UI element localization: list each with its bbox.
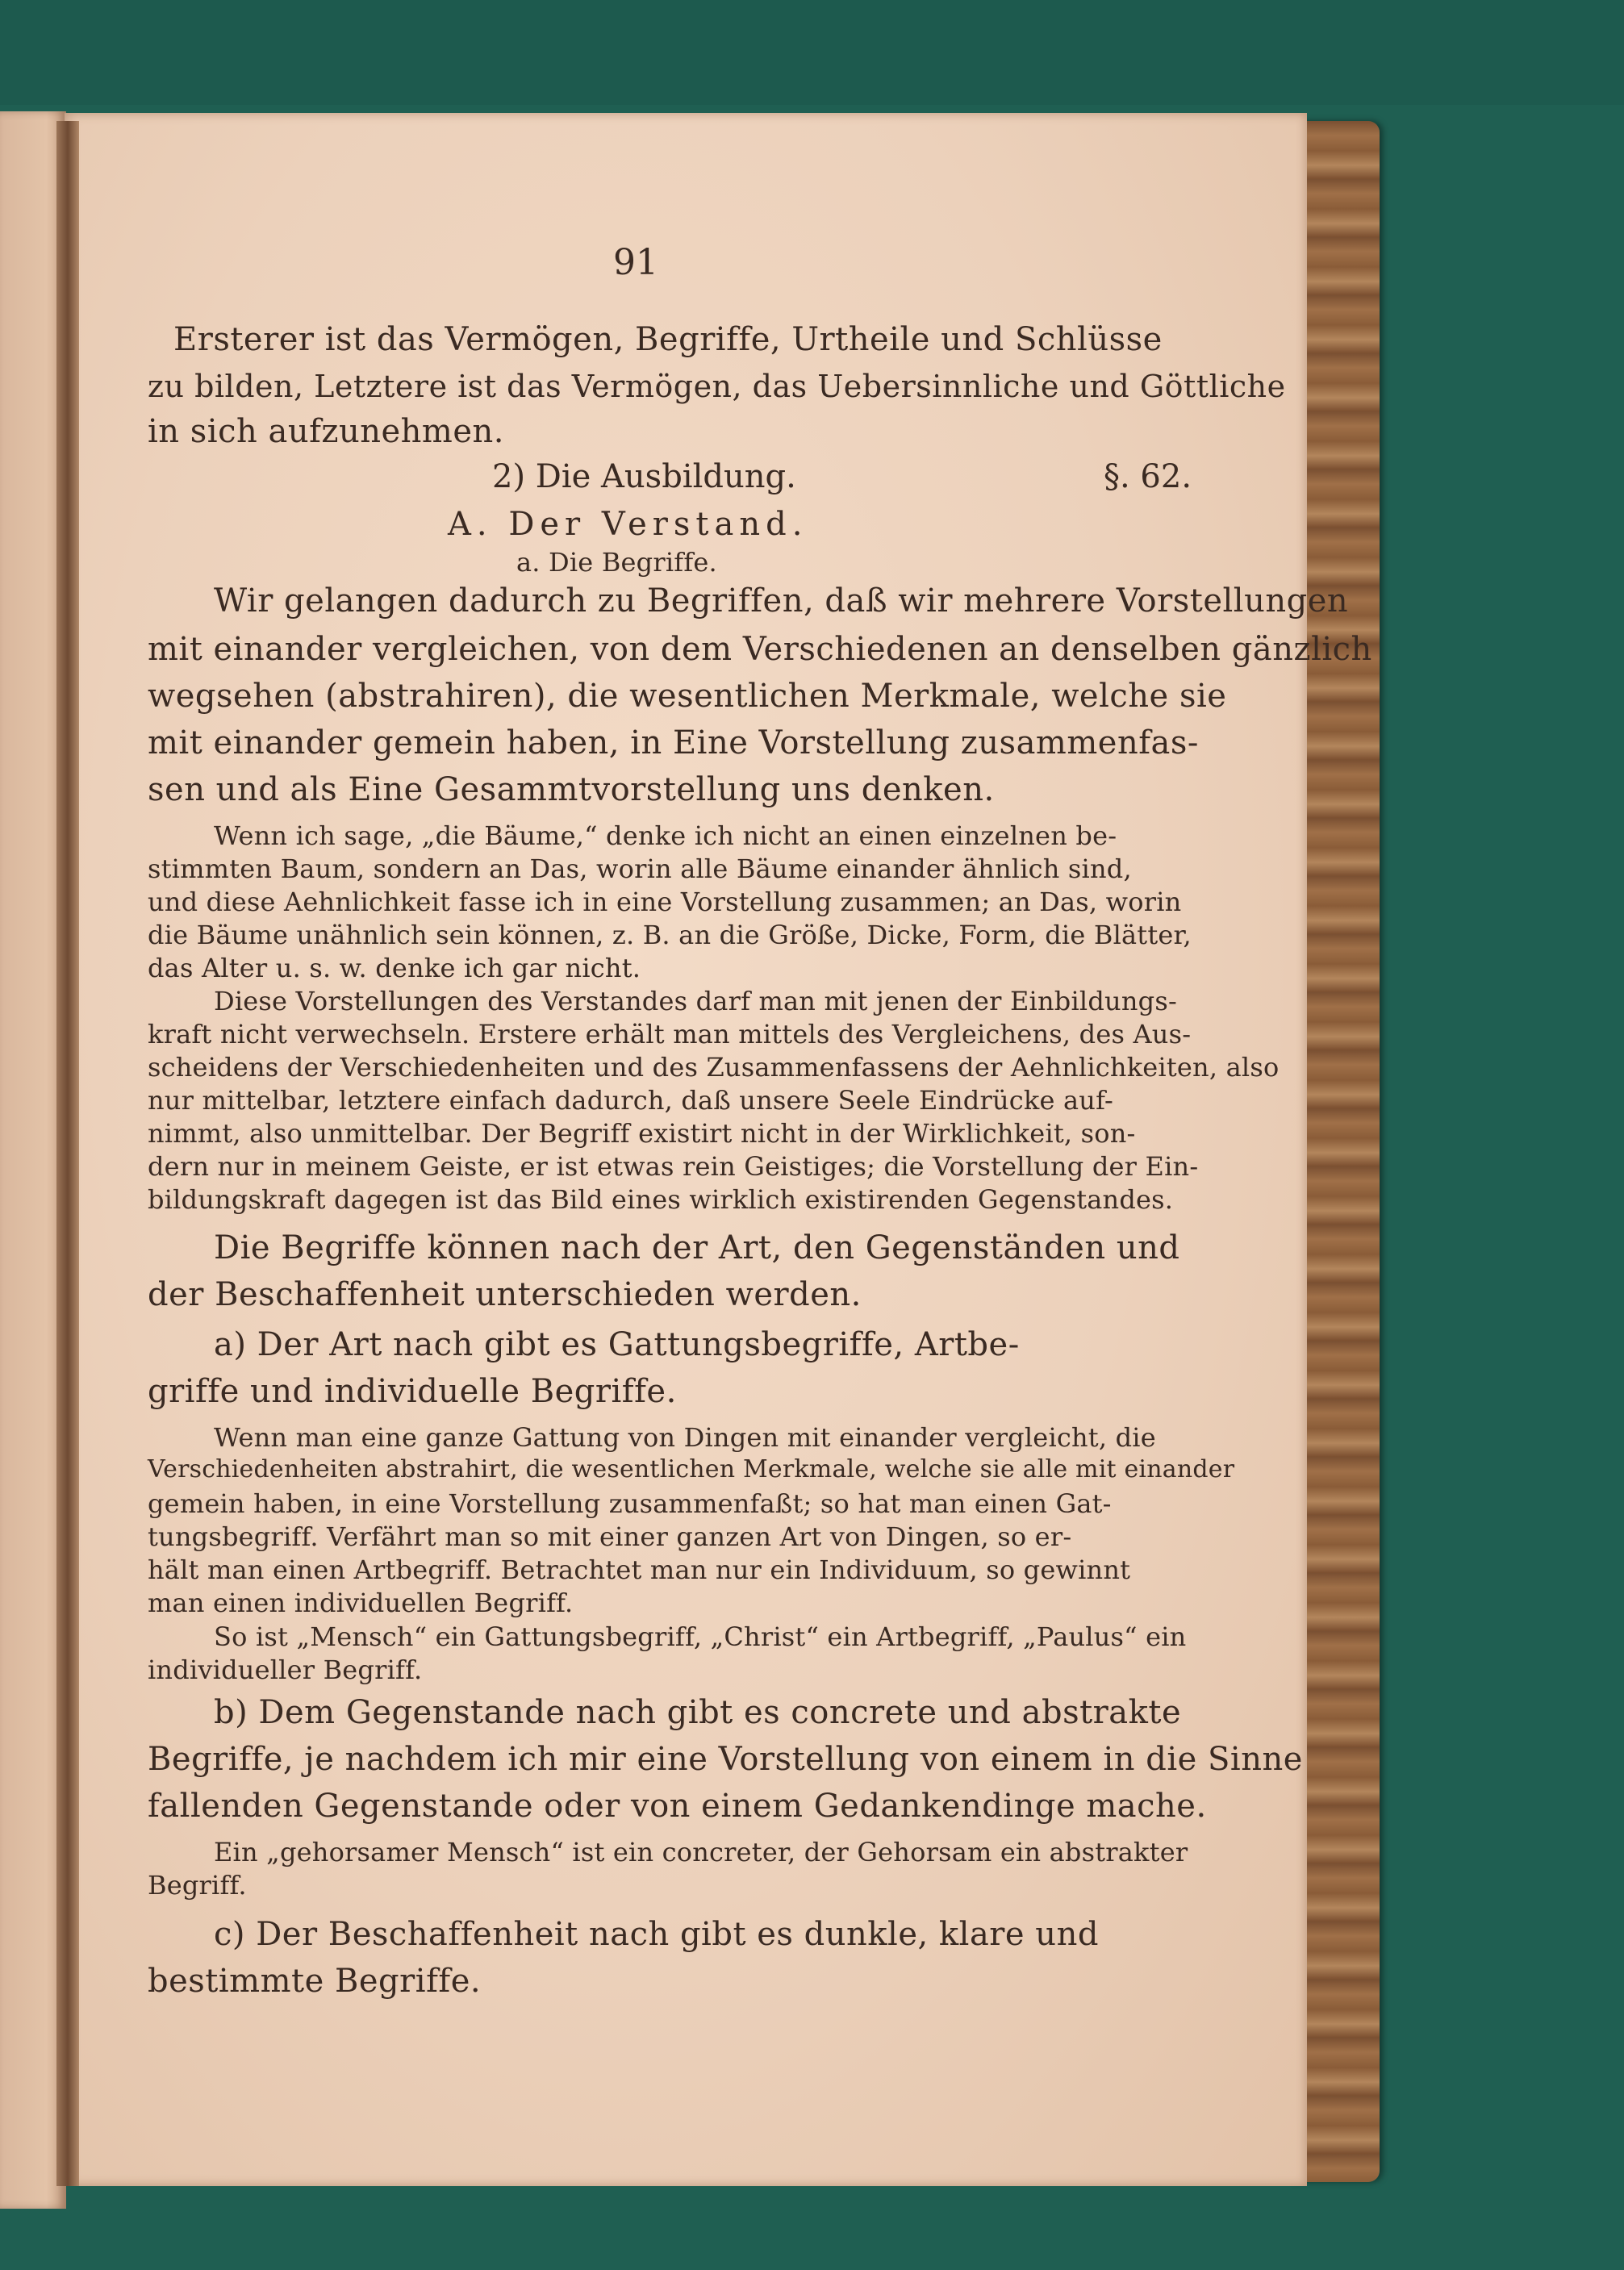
- text-line: a) Der Art nach gibt es Gattungsbegriffe, Artbe-: [214, 1326, 1020, 1363]
- text-line: und diese Aehnlichkeit fasse ich in eine Vorstellung zusammen; an Das, worin: [148, 887, 1182, 917]
- text-line: Ersterer ist das Vermögen, Begriffe, Urtheile und Schlüsse: [173, 321, 1163, 358]
- text-line: Begriff.: [148, 1870, 247, 1901]
- text-line: nur mittelbar, letztere einfach dadurch, daß unsere Seele Eindrücke auf-: [148, 1085, 1114, 1116]
- section-heading: 2) Die Ausbildung.: [492, 458, 796, 495]
- text-line: kraft nicht verwechseln. Erstere erhält man mittels des Vergleichens, des Aus-: [148, 1019, 1192, 1049]
- text-line: hält man einen Artbegriff. Betrachtet man nur ein Individuum, so gewinnt: [148, 1554, 1131, 1585]
- text-line: nimmt, also unmittelbar. Der Begriff existirt nicht in der Wirklichkeit, son-: [148, 1118, 1136, 1149]
- text-line: wegsehen (abstrahiren), die wesentlichen Merkmale, welche sie: [148, 678, 1227, 715]
- book-gutter: [56, 121, 79, 2186]
- chapter-heading: A. Der Verstand.: [448, 506, 808, 543]
- background-desk: [0, 0, 1624, 105]
- page-number: 91: [613, 242, 658, 283]
- text-line: bildungskraft dagegen ist das Bild eines wirklich existirenden Gegenstandes.: [148, 1184, 1174, 1215]
- text-line: Diese Vorstellungen des Verstandes darf man mit jenen der Einbildungs-: [214, 986, 1177, 1016]
- text-line: Verschiedenheiten abstrahirt, die wesentlichen Merkmale, welche sie alle mit einander: [148, 1455, 1235, 1483]
- text-line: der Beschaffenheit unterschieden werden.: [148, 1276, 862, 1313]
- text-line: in sich aufzunehmen.: [148, 413, 504, 450]
- text-line: Wenn man eine ganze Gattung von Dingen mit einander vergleicht, die: [214, 1422, 1156, 1453]
- text-line: gemein haben, in eine Vorstellung zusammenfaßt; so hat man einen Gat-: [148, 1488, 1112, 1519]
- text-line: mit einander vergleichen, von dem Verschiedenen an denselben gänzlich: [148, 631, 1372, 668]
- text-line: c) Der Beschaffenheit nach gibt es dunkle, klare und: [214, 1916, 1099, 1953]
- text-line: bestimmte Begriffe.: [148, 1963, 482, 2000]
- text-line: die Bäume unähnlich sein können, z. B. an die Größe, Dicke, Form, die Blätter,: [148, 920, 1192, 950]
- subsection-heading: a. Die Begriffe.: [516, 547, 717, 578]
- text-line: So ist „Mensch“ ein Gattungsbegriff, „Christ“ ein Artbegriff, „Paulus“ ein: [214, 1621, 1187, 1652]
- section-mark: §. 62.: [1104, 458, 1192, 495]
- text-line: das Alter u. s. w. denke ich gar nicht.: [148, 953, 641, 983]
- text-line: zu bilden, Letztere ist das Vermögen, das Uebersinnliche und Göttliche: [148, 369, 1286, 404]
- text-line: sen und als Eine Gesammtvorstellung uns denken.: [148, 771, 995, 808]
- text-line: Die Begriffe können nach der Art, den Gegenständen und: [214, 1229, 1180, 1266]
- text-line: stimmten Baum, sondern an Das, worin alle Bäume einander ähnlich sind,: [148, 853, 1132, 884]
- text-line: scheidens der Verschiedenheiten und des Zusammenfassens der Aehnlichkeiten, also: [148, 1052, 1280, 1083]
- text-line: individueller Begriff.: [148, 1655, 423, 1685]
- text-line: tungsbegriff. Verfährt man so mit einer ganzen Art von Dingen, so er-: [148, 1521, 1072, 1552]
- text-line: dern nur in meinem Geiste, er ist etwas rein Geistiges; die Vorstellung der Ein-: [148, 1151, 1199, 1182]
- text-line: mit einander gemein haben, in Eine Vorstellung zusammenfas-: [148, 724, 1199, 762]
- text-line: Ein „gehorsamer Mensch“ ist ein concreter, der Gehorsam ein abstrakter: [214, 1837, 1188, 1867]
- text-line: griffe und individuelle Begriffe.: [148, 1373, 677, 1410]
- text-line: man einen individuellen Begriff.: [148, 1588, 574, 1618]
- text-line: Wenn ich sage, „die Bäume,“ denke ich nicht an einen einzelnen be-: [214, 820, 1117, 851]
- text-line: fallenden Gegenstande oder von einem Gedankendinge mache.: [148, 1788, 1207, 1825]
- text-line: b) Dem Gegenstande nach gibt es concrete und abstrakte: [214, 1694, 1182, 1731]
- text-line: Begriffe, je nachdem ich mir eine Vorstellung von einem in die Sinne: [148, 1741, 1303, 1778]
- text-line: Wir gelangen dadurch zu Begriffen, daß wir mehrere Vorstellungen: [214, 582, 1349, 620]
